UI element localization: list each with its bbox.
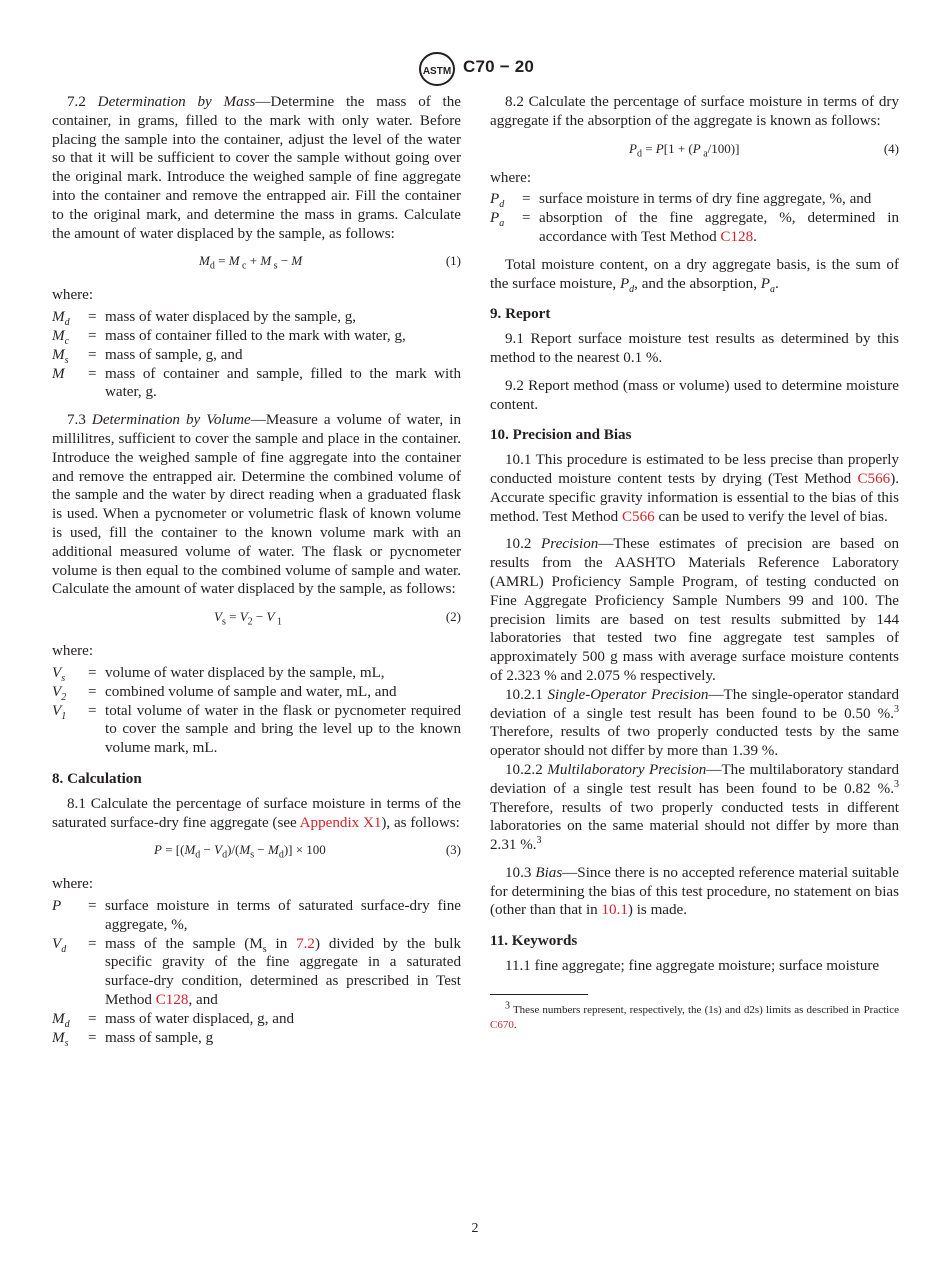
equation-1: $M_d = M$ $_c$ + M $_s$ − M (1): [199, 253, 461, 272]
appendix-link[interactable]: Appendix X1: [299, 814, 382, 831]
definitions-list: [52, 897, 461, 1047]
section-10-3: 10.3 Bias—Since there is no accepted reference material suitable for determining the bias of this test procedure, no statement on bias (other than that in 10.1) is made.: [490, 864, 899, 919]
definition-item: $V_1$ = total volume of water in the flask or pycnometer required to cover the sample and bring the level up to the known volume mark, mL.: [52, 702, 461, 757]
right-column: [490, 93, 899, 1033]
section-heading-keywords: 11. Keywords: [490, 933, 578, 950]
footnote: $^3$ These numbers represent, respectively, the (1s) and d2s) limits as described in Practice C670.: [490, 1000, 899, 1031]
equation-4: $P_d = P[1 + (P$ $_a$/100)] (4): [629, 140, 899, 160]
section-10-1: 10.1 This procedure is estimated to be less precise than properly conducted moisture content tests by drying (Test Method C566). Accurate specific gravity information is essential to the bias of this method. Test Method C566 can be used to verify the level of bias.: [490, 452, 899, 525]
total-moisture-paragraph: Total moisture content, on a dry aggregate basis, is the sum of the surface moisture, $P_d$, and the absorption, $P_a$.: [490, 256, 899, 295]
left-column: [52, 93, 461, 1047]
section-7-3: 7.3 Determination by Volume—Measure a volume of water, in millilitres, sufficient to cover the sample and place in the container. Introduce the weighed sample of fine aggregate into the container and remove the entrapped air. Determine the combined volume of the sample and the water by direct reading when a graduated flask is used. When a pycnometer or volumetric flask of known volume is used, fill the container to the known volume mark with an additional measured volume of water. The flask or pycnometer volume is then equal to the combined volume of sample and water. Calculate the amount of water displaced by the sample, as follows:: [52, 412, 461, 598]
section-9-2: 9.2 Report method (mass or volume) used to determine moisture content.: [490, 377, 899, 413]
section-10-2-1: 10.2.1 Single-Operator Precision—The single-operator standard deviation of a single test result has been found to be 0.50 %.$^3$ Therefore, results of two properly conducted tests by the same operator should not differ by more than 1.39 %.: [490, 686, 899, 760]
where-label: where:: [52, 287, 94, 304]
where-label: where:: [52, 876, 94, 893]
equation-number: (2): [445, 609, 461, 625]
definition-item: $P_a$ = absorption of the fine aggregate, %, determined in accordance with Test Method C128.: [490, 210, 899, 245]
equation-number: (4): [883, 140, 899, 156]
page-number: 2: [471, 1221, 479, 1236]
section-8-2: 8.2 Calculate the percentage of surface moisture in terms of dry aggregate if the absorption of the aggregate is known as follows:: [490, 94, 899, 129]
c128-link[interactable]: C128: [720, 228, 754, 245]
c128-link[interactable]: C128: [155, 992, 189, 1009]
definitions-list: [52, 308, 461, 402]
section-heading-report: 9. Report: [490, 306, 551, 323]
definition-item: $M_s$ = mass of sample, g: [52, 1029, 214, 1049]
section-heading-calculation: 8. Calculation: [52, 770, 142, 787]
section-10-1-link[interactable]: 10.1: [601, 902, 628, 919]
definition-item: $M_d$ = mass of water displaced by the sample, g,: [52, 309, 357, 329]
section-8-1: 8.1 Calculate the percentage of surface moisture in terms of the saturated surface-dry fine aggregate (see Appendix X1), as follows:: [52, 795, 461, 831]
definition-item: $P_d$ = surface moisture in terms of dry fine aggregate, %, and: [490, 191, 872, 211]
section-7-2: 7.2 Determination by Mass—Determine the mass of the container, in grams, filled to the mark with only water. Before placing the sample into the container, adjust the level of the water so that it will be sufficient to cover the sample without going over the original mark. Introduce the weighed sample of fine aggregate into the container and remove the entrapped air. Fill the container to the original mark, and determine the mass in grams. Calculate the amount of water displaced by the sample, as follows:: [52, 94, 461, 242]
definition-item: $M_c$ = mass of container filled to the mark with water, g,: [52, 327, 406, 347]
section-7-2-link[interactable]: 7.2: [296, 935, 315, 952]
equation-number: (3): [445, 842, 461, 858]
equation-3: $P = [(M_d - V_d)/(M_s - M_d)] \times 100$ (3): [154, 842, 461, 861]
definition-item: M = mass of container and sample, filled to the mark with water, g.: [52, 365, 461, 401]
definition-item: P = surface moisture in terms of saturated surface-dry fine aggregate, %,: [52, 898, 461, 933]
section-10-2-2: 10.2.2 Multilaboratory Precision—The multilaboratory standard deviation of a single test result has been found to be 0.82 %.$^3$ Therefore, results of two properly conducted tests in different laboratories on the same material should not differ by more than 2.31 %.$^3$: [490, 761, 899, 854]
where-label: where:: [490, 169, 532, 186]
c670-link[interactable]: C670: [490, 1018, 514, 1031]
definition-item: $V_d$ = mass of the sample ($M_s$ in 7.2) divided by the bulk specific gravity of the fine aggregate in a saturated surface-dry condition, determined as prescribed in Test Method C128, and: [52, 935, 461, 1009]
definitions-list: [490, 190, 899, 246]
document-id: C70 − 20: [463, 57, 535, 76]
section-9-1: 9.1 Report surface moisture test results as determined by this method to the nearest 0.1 %.: [490, 331, 899, 366]
footnote-divider: [490, 994, 588, 995]
section-10-2: 10.2 Precision—These estimates of precision are based on results from the AASHTO Materials Reference Laboratory (AMRL) Proficiency Sample Program, of testing conducted on Fine Aggregate Proficiency Sample Numbers 99 and 100. The precision limits are based on test results submitted by 144 laboratories that tested two fine aggregate test samples of approximately 500 g mass with average surface moisture contents of 2.323 % and 2.075 % respectively.: [490, 536, 899, 684]
definition-item: $V_s$ = volume of water displaced by the sample, mL,: [52, 664, 385, 684]
section-heading-precision: 10. Precision and Bias: [490, 427, 632, 444]
equation-2: $V_s = V_2 - V$ $_1$ (2): [214, 609, 461, 628]
definition-item: $M_d$ = mass of water displaced, g, and: [52, 1010, 295, 1030]
where-label: where:: [52, 643, 94, 660]
c566-link[interactable]: C566: [621, 508, 655, 525]
section-11-1: 11.1 fine aggregate; fine aggregate moisture; surface moisture: [505, 958, 880, 975]
page-header: [0, 52, 950, 86]
definition-item: $V_2$ = combined volume of sample and water, mL, and: [52, 683, 397, 703]
definition-item: $M_s$ = mass of sample, g, and: [52, 346, 243, 366]
c566-link[interactable]: C566: [857, 470, 891, 487]
definitions-list: [52, 664, 461, 758]
astm-logo-icon: [418, 52, 456, 86]
svg-text:ASTM: ASTM: [422, 66, 452, 77]
equation-number: (1): [445, 253, 461, 269]
